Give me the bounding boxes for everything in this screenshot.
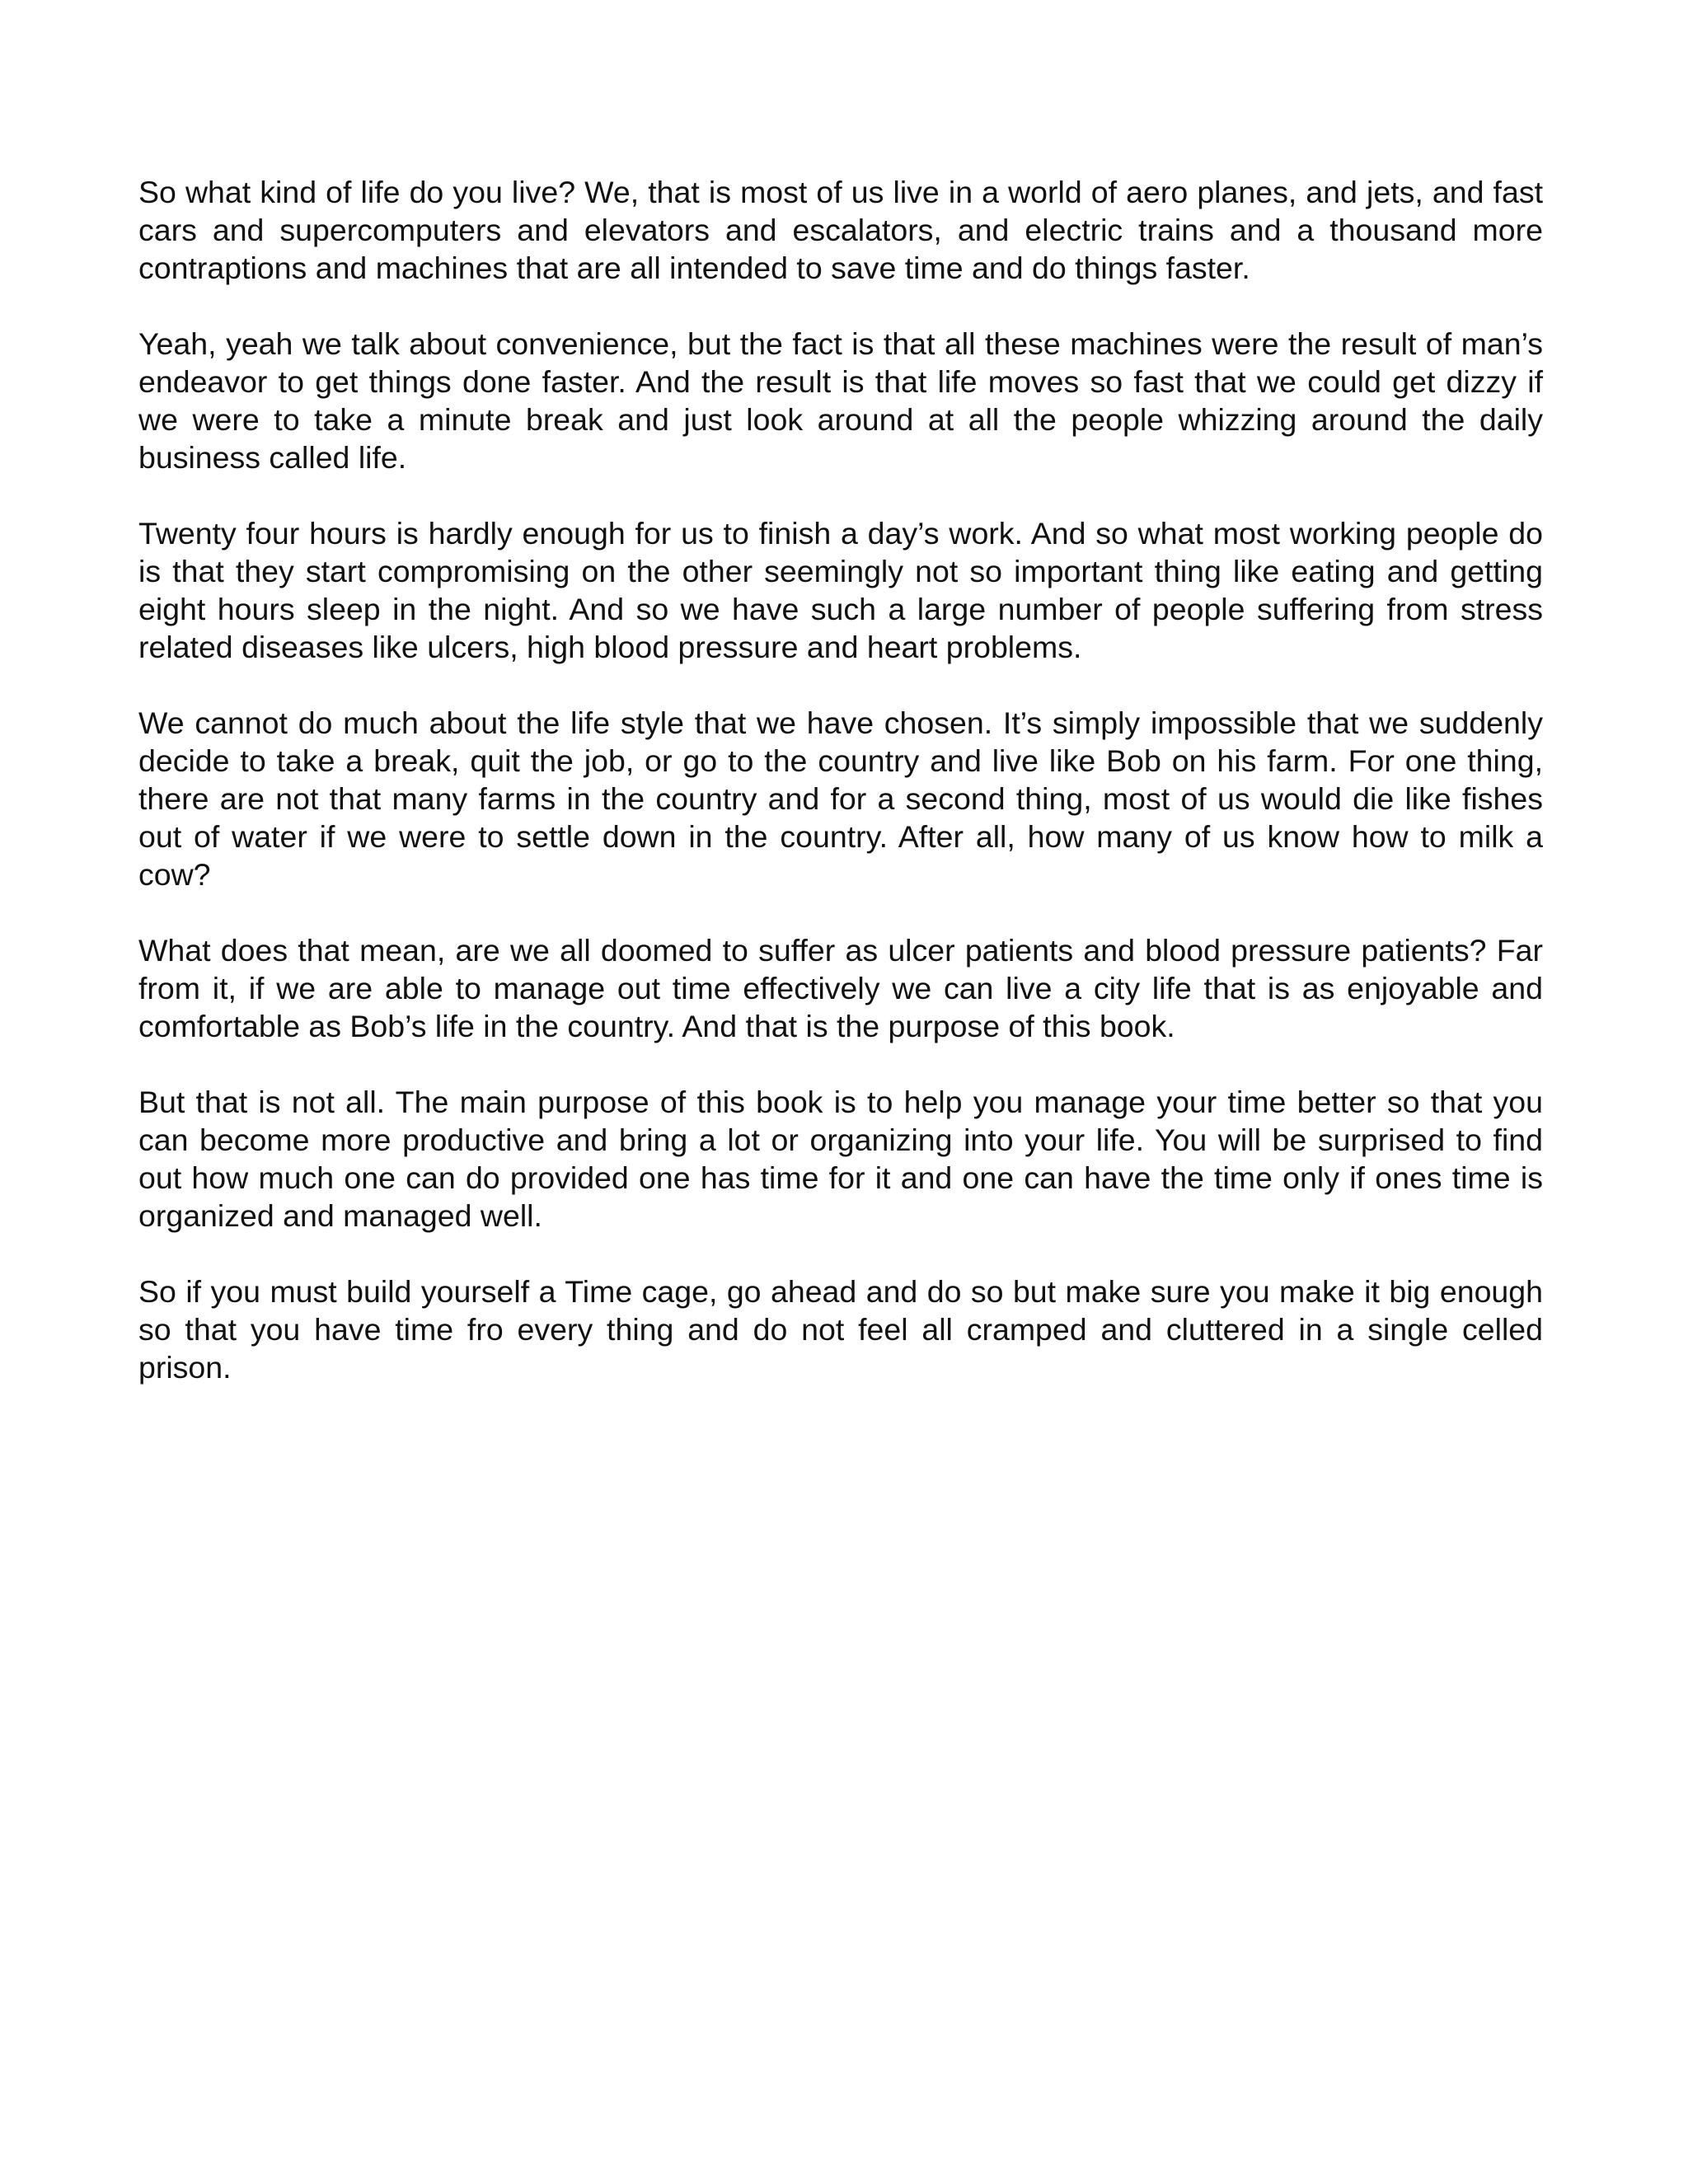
paragraph-4: We cannot do much about the life style that we have chosen. It’s simply impossible that we suddenly decide to take a break, quit the job, or go to the country and live like Bob on his farm. For one thing, there are not that many farms in the country and for a second thing, most of us would die like fishes out of water if we were to settle down in the country. After all, how many of us know how to milk a cow?: [138, 705, 1543, 892]
paragraph-7: So if you must build yourself a Time cage, go ahead and do so but make sure you make it big enough so that you have time fro every thing and do not feel all cramped and cluttered in a single celled prison.: [138, 1274, 1543, 1385]
paragraph-5: What does that mean, are we all doomed to suffer as ulcer patients and blood pressure patients? Far from it, if we are able to manage out time effectively we can live a city life that is as enjoyable and comfortable as Bob’s life in the country. And that is the purpose of this book.: [138, 933, 1543, 1043]
paragraph-3: Twenty four hours is hardly enough for us to finish a day’s work. And so what most working people do is that they start compromising on the other seemingly not so important thing like eating and getting eight hours sleep in the night. And so we have such a large number of people suffering from stress related diseases like ulcers, high blood pressure and heart problems.: [138, 516, 1543, 664]
document-page: [138, 173, 1543, 1386]
paragraph-2: Yeah, yeah we talk about convenience, but the fact is that all these machines were the result of man’s endeavor to get things done faster. And the result is that life moves so fast that we could get dizzy if we were to take a minute break and just look around at all the people whizzing around the daily business called life.: [138, 326, 1543, 475]
paragraph-6: But that is not all. The main purpose of this book is to help you manage your time better so that you can become more productive and bring a lot or organizing into your life. You will be surprised to find out how much one can do provided one has time for it and one can have the time only if ones time is organized and managed well.: [138, 1085, 1543, 1233]
paragraph-1: So what kind of life do you live? We, that is most of us live in a world of aero planes, and jets, and fast cars and supercomputers and elevators and escalators, and electric trains and a thousand more contraptions and machines that are all intended to save time and do things faster.: [138, 175, 1543, 285]
